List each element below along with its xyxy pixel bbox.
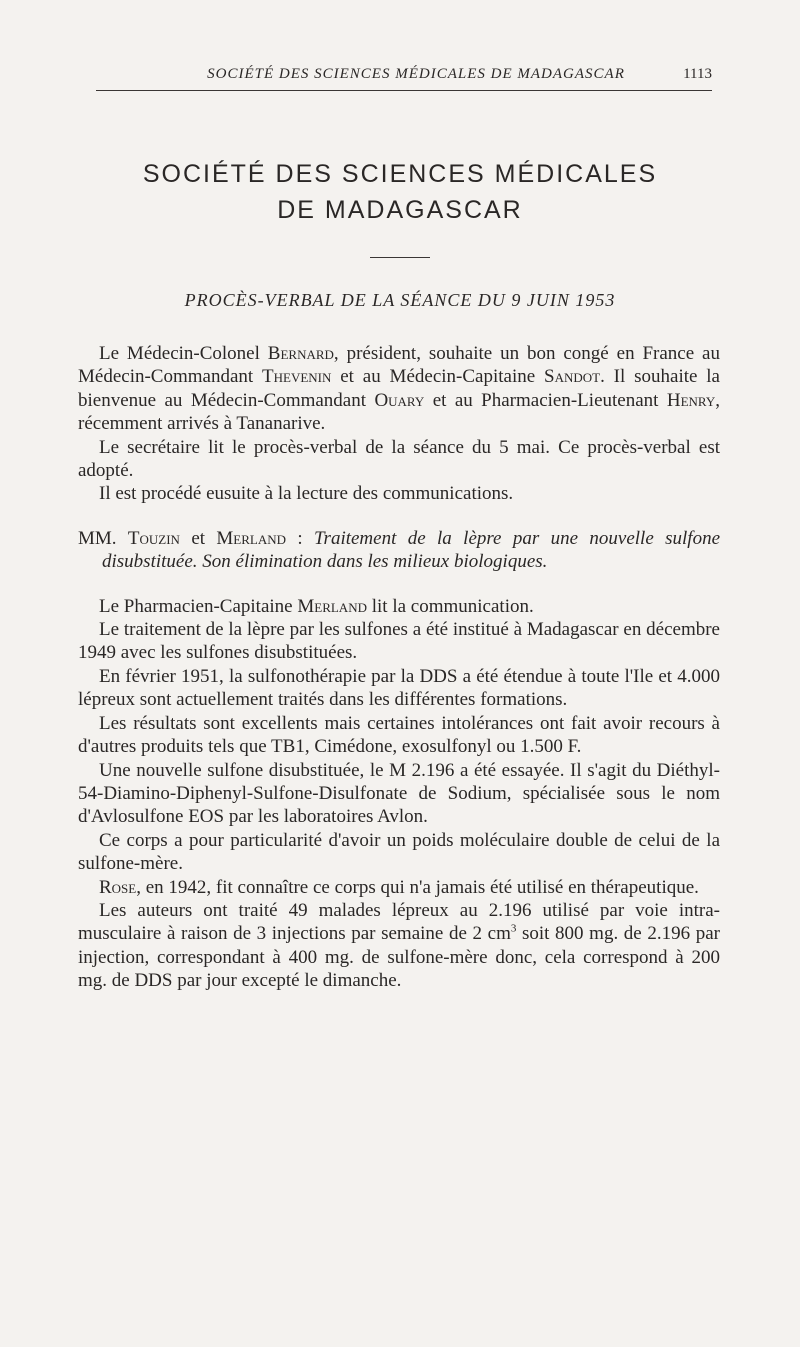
person-name: Bernard [267, 343, 334, 364]
person-name: Rose [99, 876, 137, 898]
paragraph-rose: Rose, en 1942, fit connaître ce corps qui n'a jamais été utilisé en thérapeutique. [99, 876, 699, 898]
paragraph-results: Les résultats sont excellents mais certaines intolérances ont fait avoir recours à d'autres produits tels que TB1, Cimédone, exosulfonyl ou 1.500 F. [78, 712, 720, 758]
running-title: SOCIÉTÉ DES SCIENCES MÉDICALES DE MADAGASCAR [207, 66, 625, 82]
person-name: Henry [666, 389, 716, 411]
page-number: 1113 [683, 66, 712, 82]
paragraph-extension: En février 1951, la sulfonothérapie par la DDS a été étendue à toute l'Ile et 4.000 lépreux sont actuellement traités dans les différentes formations. [78, 665, 720, 711]
running-header [96, 66, 712, 91]
session-subtitle: PROCÈS-VERBAL DE LA SÉANCE DU 9 JUIN 1953 [184, 290, 616, 310]
person-name: Ouary [374, 389, 425, 411]
paragraph-minutes: Le secrétaire lit le procès-verbal de la séance du 5 mai. Ce procès-verbal est adopté. [78, 436, 720, 482]
paragraph-reader: Le Pharmacien-Capitaine Merland lit la communication. [99, 595, 534, 617]
paragraph-new-sulfone: Une nouvelle sulfone disubstituée, le M 2.196 a été essayée. Il s'agit du Diéthyl-54-Diamino-Diphenyl-Sulfone-Disulfonate de Sodium, spécialisée sous le nom d'Avlosulfone EOS par les laboratoires Avlon. [78, 759, 720, 828]
title-divider [370, 257, 430, 258]
person-name: Sandot [544, 366, 601, 388]
page-title [80, 156, 720, 228]
author-name: Merland [216, 527, 287, 549]
paragraph-communications: Il est procédé eusuite à la lecture des communications. [99, 483, 514, 505]
paragraph-dosage: Les auteurs ont traité 49 malades lépreux au 2.196 utilisé par voie intra-musculaire à raison de 3 injections par semaine de 2 $cm^3$ soit 800 mg. de 2.196 par injection, correspondant à 400 mg. de sulfone-mère donc, cela correspond à 200 mg. de DDS par jour excepté le dimanche. [78, 899, 720, 992]
page-title-line-1: SOCIÉTÉ DES SCIENCES MÉDICALES [142, 160, 658, 188]
paragraph-welcome: Le Médecin-Colonel Bernard, président, souhaite un bon congé en France au Médecin-Commandant Thevenin et au Médecin-Capitaine Sandot. Il souhaite la bienvenue au Médecin-Commandant Ouary et au Pharmacien-Lieutenant Henry, récemment arrivés à Tananarive. [78, 343, 720, 435]
person-name: Merland [297, 595, 367, 617]
paragraph-history: Le traitement de la lèpre par les sulfones a été institué à Madagascar en décembre 1949 avec les sulfones disubstituées. [78, 619, 720, 664]
communication-heading: MM. Touzin et Merland : Traitement de la lèpre par une nouvelle sulfone disubstituée. Son élimination dans les milieux biologiques. [78, 527, 721, 573]
page-title-line-2: DE MADAGASCAR [277, 196, 523, 224]
article-body [78, 342, 720, 993]
communication-title: Traitement de la lèpre par une nouvelle sulfone disubstituée. Son élimination dans les milieux biologiques. [102, 527, 721, 573]
person-name: Thevenin [262, 366, 332, 388]
paragraph-molecular-weight: Ce corps a pour particularité d'avoir un poids moléculaire double de celui de la sulfone-mère. [78, 829, 720, 875]
author-name: Touzin [127, 527, 180, 549]
